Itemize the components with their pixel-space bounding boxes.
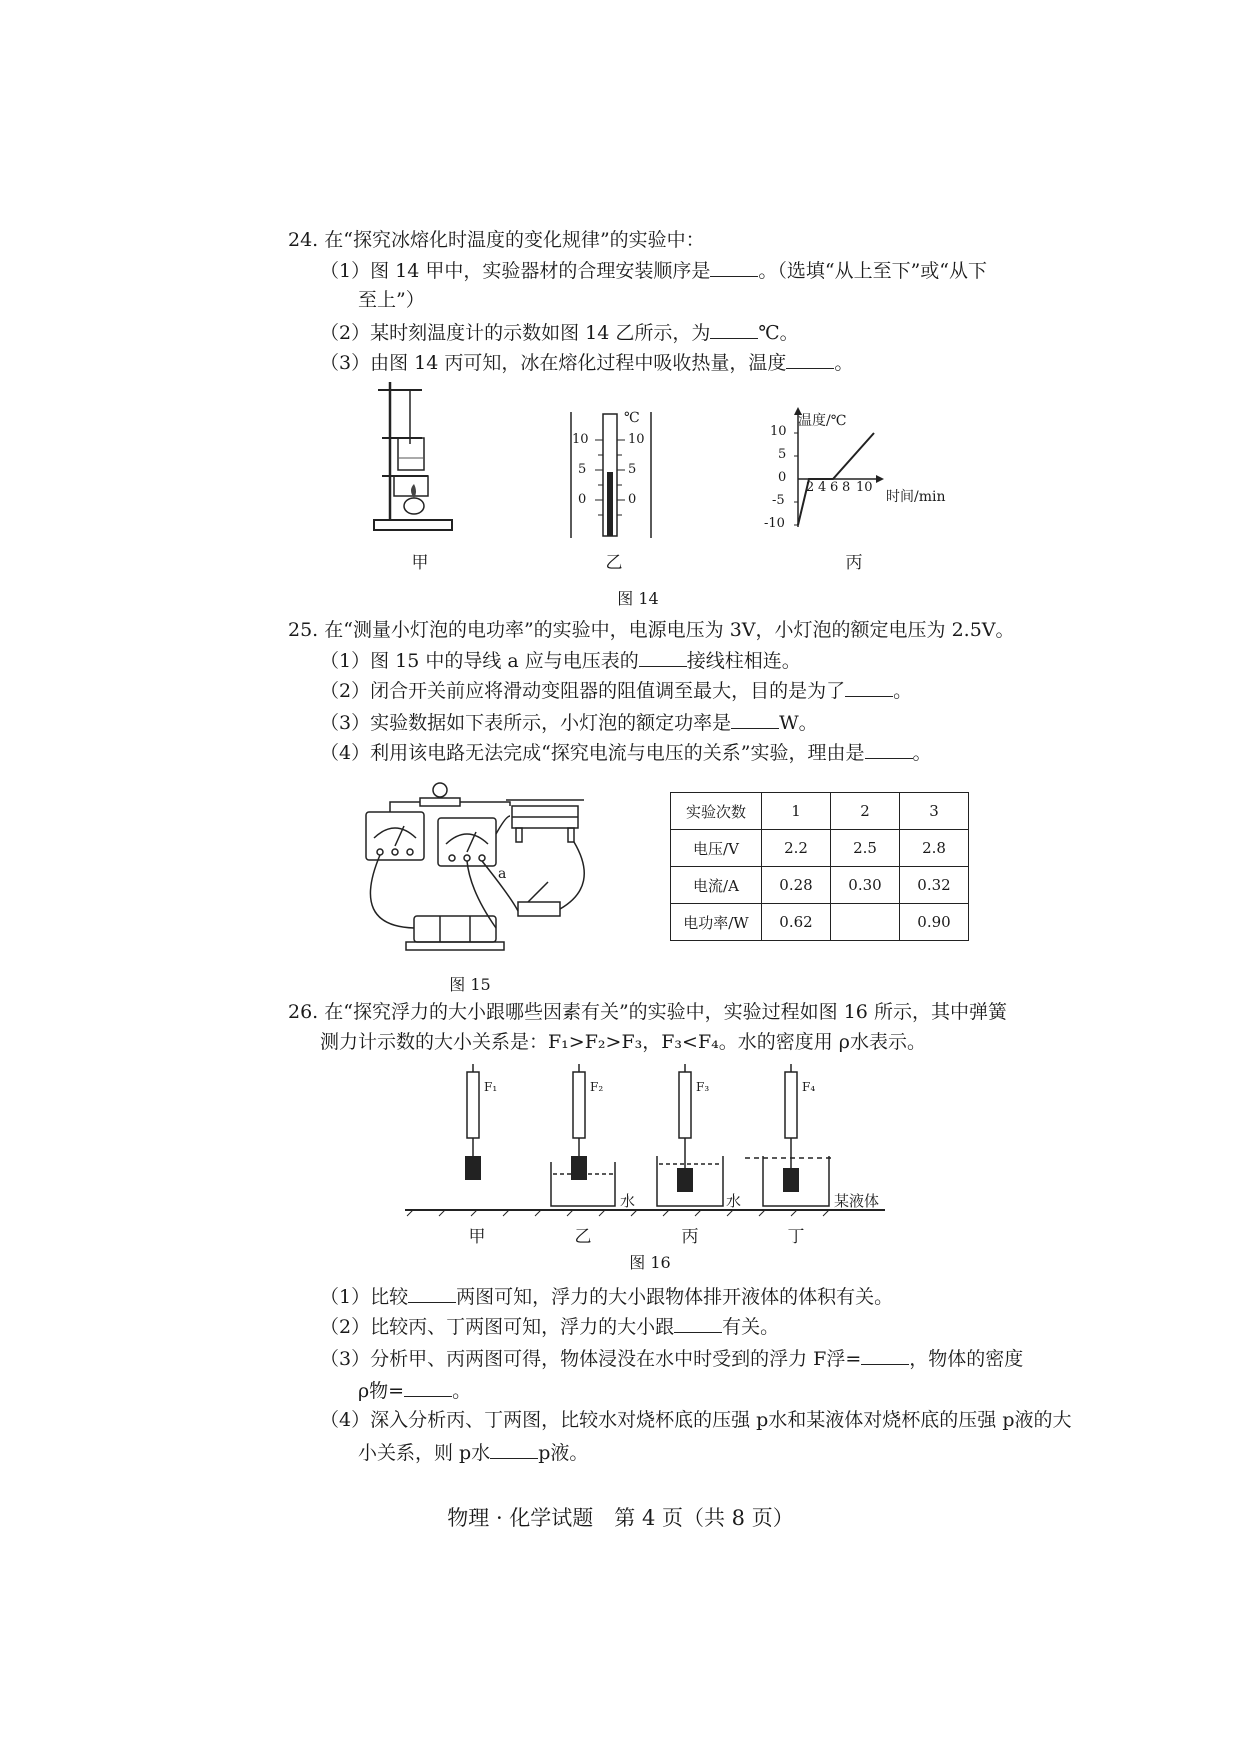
thermometer-tick-right-10: 10: [628, 432, 645, 447]
q26-part3: [320, 1346, 1023, 1371]
graph-y-tick: 10: [770, 424, 787, 439]
q26-part3-text-d: 。: [452, 1380, 472, 1402]
q25-part3: [320, 710, 818, 735]
thermometer-tick-left-0: 0: [578, 492, 587, 507]
q25-part1-text-b: 接线柱相连。: [686, 650, 801, 672]
q26-part1-text-b: 两图可知，浮力的大小跟物体排开液体的体积有关。: [456, 1286, 894, 1308]
graph-x-tick: 10: [856, 480, 873, 495]
thermometer-unit: ℃: [624, 410, 640, 426]
graph-y-label: 温度/℃: [798, 413, 847, 429]
fig14-apparatus: [362, 378, 462, 538]
table-cell: 2.8: [900, 830, 969, 867]
q26-part2: [320, 1314, 779, 1339]
graph-y-tick: -5: [772, 493, 785, 508]
q26-part1-text-a: （1）比较: [320, 1286, 409, 1308]
fig14-thermometer: [565, 410, 660, 545]
q24-part3: [320, 350, 853, 375]
f2-label: F₂: [590, 1080, 604, 1094]
answer-blank[interactable]: [786, 350, 834, 369]
q26-stem-line1: 26. 在“探究浮力的大小跟哪些因素有关”的实验中，实验过程如图 16 所示，其中弹簧: [288, 1001, 1007, 1023]
q26-part2-text-a: （2）比较丙、丁两图可知，浮力的大小跟: [320, 1316, 675, 1338]
graph-x-tick: 6: [830, 480, 839, 495]
q25-part3-text-b: W。: [779, 712, 818, 734]
page-footer: 物理 · 化学试题 第 4 页（共 8 页）: [447, 1506, 794, 1530]
answer-blank[interactable]: [710, 320, 758, 339]
q25-part4: [320, 740, 932, 765]
fig15-circuit: [360, 776, 615, 961]
q24-part3-text-a: （3）由图 14 丙可知，冰在熔化过程中吸收热量，温度: [320, 352, 787, 374]
graph-y-tick: 5: [778, 447, 787, 462]
wire-a-label: a: [498, 866, 507, 882]
f1-label: F₁: [484, 1080, 498, 1094]
q25-part2: [320, 678, 912, 703]
q24-part1-text-a: （1）图 14 甲中，实验器材的合理安装顺序是: [320, 260, 711, 282]
q26-part1: [320, 1284, 893, 1309]
water-label: 水: [620, 1192, 636, 1210]
graph-y-tick: 0: [778, 470, 787, 485]
answer-blank[interactable]: [639, 648, 687, 667]
other-liquid-label: 某液体: [834, 1192, 880, 1210]
table-cell: 2: [831, 793, 900, 830]
graph-y-tick: -10: [764, 516, 785, 531]
fig14-label-yi: 乙: [605, 553, 623, 573]
table-row: [671, 904, 969, 941]
answer-blank[interactable]: [845, 678, 893, 697]
table-cell: 0.28: [762, 867, 831, 904]
fig14-label-bing: 丙: [845, 553, 863, 573]
q24-part3-text-b: 。: [834, 352, 854, 374]
f4-label: F₄: [802, 1080, 816, 1094]
fig14-label-jia: 甲: [411, 553, 429, 573]
table-cell: 电功率/W: [671, 904, 762, 941]
table-row: [671, 793, 969, 830]
graph-x-tick: 2: [806, 480, 815, 495]
q24-part1: [320, 258, 987, 283]
table-cell: 0.62: [762, 904, 831, 941]
q26-part3-text-a: （3）分析甲、丙两图可得，物体浸没在水中时受到的浮力 F浮=: [320, 1348, 862, 1370]
table-row: [671, 867, 969, 904]
q25-part1: [320, 648, 801, 673]
table-row: [671, 830, 969, 867]
q24-part1-text-b: 。（选填“从上至下”或“从下: [758, 260, 988, 282]
q25-part3-text-a: （3）实验数据如下表所示，小灯泡的额定功率是: [320, 712, 732, 734]
q25-part1-text-a: （1）图 15 中的导线 a 应与电压表的: [320, 650, 639, 672]
q24-part2: [320, 320, 799, 345]
answer-blank[interactable]: [408, 1284, 456, 1303]
q26-part3-text-c: ρ物=: [358, 1380, 405, 1402]
thermometer-tick-left-5: 5: [578, 462, 587, 477]
table-cell: 电压/V: [671, 830, 762, 867]
table-cell: 电流/A: [671, 867, 762, 904]
q24-part2-text-b: ℃。: [758, 322, 799, 344]
f3-label: F₃: [696, 1080, 710, 1094]
thermometer-tick-left-10: 10: [572, 432, 589, 447]
table-cell-empty: [831, 904, 900, 941]
q24-part1-cont: 至上”）: [358, 289, 425, 311]
q26-part3-cont: [358, 1378, 471, 1403]
q26-part3-text-b: ，物体的密度: [909, 1348, 1024, 1370]
answer-blank[interactable]: [861, 1346, 909, 1365]
q25-part2-text-b: 。: [893, 680, 913, 702]
answer-blank[interactable]: [710, 258, 758, 277]
table-cell: 实验次数: [671, 793, 762, 830]
graph-x-tick: 4: [818, 480, 827, 495]
fig14-caption: 图 14: [617, 589, 659, 608]
thermometer-tick-right-5: 5: [628, 462, 637, 477]
table-cell: 0.30: [831, 867, 900, 904]
answer-blank[interactable]: [731, 710, 779, 729]
fig16-label-ding: 丁: [787, 1227, 805, 1247]
experiment-data-table: [670, 792, 969, 941]
table-cell: 0.90: [900, 904, 969, 941]
q25-part4-text-b: 。: [912, 742, 932, 764]
q26-part4-text-b: 小关系，则 p水: [358, 1442, 491, 1464]
q26-part4-cont: [358, 1440, 588, 1465]
answer-blank[interactable]: [674, 1314, 722, 1333]
q26-part2-text-b: 有关。: [722, 1316, 780, 1338]
fig16-label-jia: 甲: [468, 1227, 486, 1247]
q26-part4-text-c: p液。: [538, 1442, 589, 1464]
q25-part4-text-a: （4）利用该电路无法完成“探究电流与电压的关系”实验，理由是: [320, 742, 865, 764]
table-cell: 1: [762, 793, 831, 830]
water-label: 水: [726, 1192, 742, 1210]
fig16-label-yi: 乙: [574, 1227, 592, 1247]
thermometer-tick-right-0: 0: [628, 492, 637, 507]
fig16-caption: 图 16: [629, 1253, 671, 1272]
q24-stem: 24. 在“探究冰熔化时温度的变化规律”的实验中：: [288, 229, 705, 251]
fig15-caption: 图 15: [449, 975, 491, 994]
table-cell: 3: [900, 793, 969, 830]
q26-part4: （4）深入分析丙、丁两图，比较水对烧杯底的压强 p水和某液体对烧杯底的压强 p液的大: [320, 1409, 1072, 1431]
q24-part2-text-a: （2）某时刻温度计的示数如图 14 乙所示，为: [320, 322, 711, 344]
q25-stem: 25. 在“测量小灯泡的电功率”的实验中，电源电压为 3V，小灯泡的额定电压为 2.5V。: [288, 619, 1015, 641]
table-cell: 2.5: [831, 830, 900, 867]
table-cell: 0.32: [900, 867, 969, 904]
answer-blank[interactable]: [865, 740, 913, 759]
answer-blank[interactable]: [404, 1378, 452, 1397]
answer-blank[interactable]: [490, 1440, 538, 1459]
fig16-label-bing: 丙: [681, 1227, 699, 1247]
q26-stem-line2: 测力计示数的大小关系是：F₁>F₂>F₃，F₃<F₄。水的密度用 ρ水表示。: [320, 1031, 926, 1053]
graph-x-label: 时间/min: [886, 489, 946, 505]
q25-part2-text-a: （2）闭合开关前应将滑动变阻器的阻值调至最大，目的是为了: [320, 680, 846, 702]
graph-x-tick: 8: [842, 480, 851, 495]
table-cell: 2.2: [762, 830, 831, 867]
